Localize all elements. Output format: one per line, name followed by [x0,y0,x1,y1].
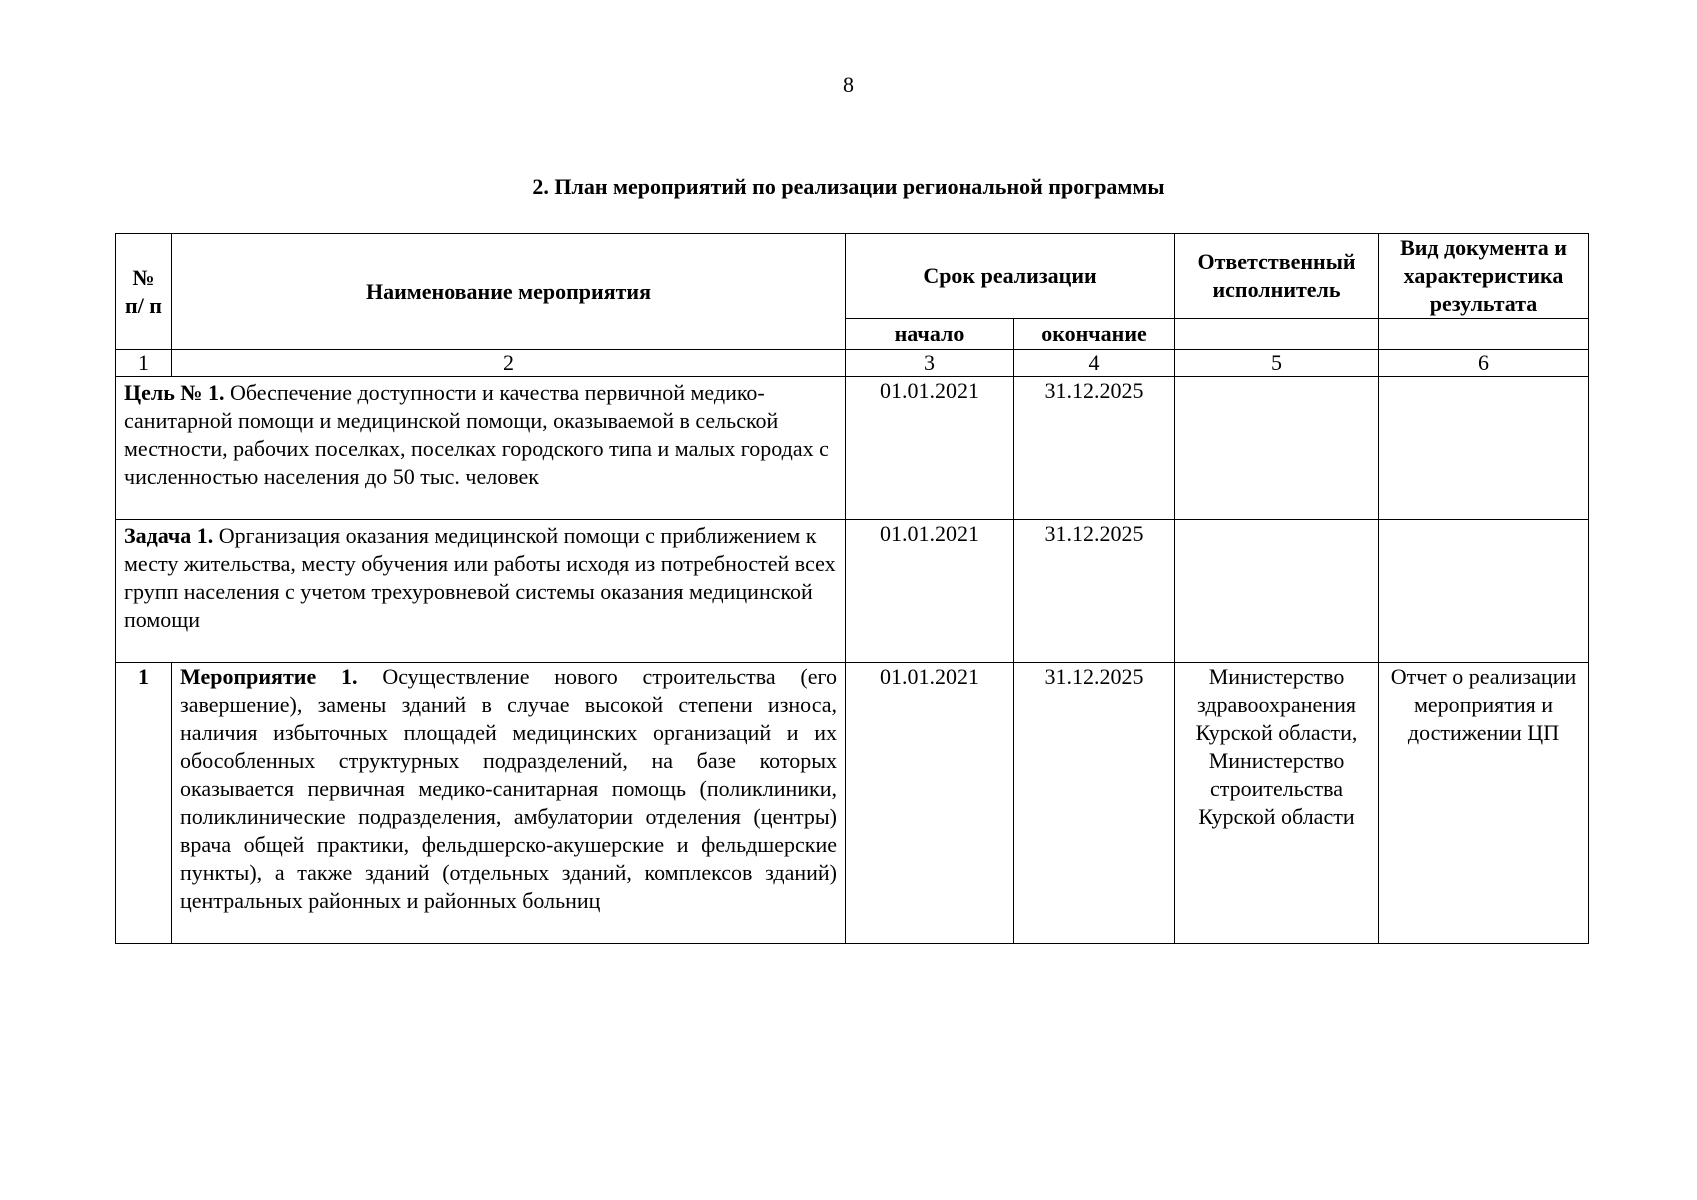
task-description [116,520,846,663]
header-period-end: окончание [1014,319,1175,350]
task-responsible [1175,520,1379,663]
header-row [116,234,1589,319]
activity-text: Осуществление нового строительства (его завершение), замены зданий в случае высокой степени износа, наличия избыточных площадей медицинских организаций и их обособленных структурных подразделений, на базе которых оказывается первичная медико-санитарная помощь (поликлиники, поликлинические подразделения, амбулатории отделения (центры) врача общей практики, фельдшерско-акушерские и фельдшерские пункты), а также зданий (отдельных зданий, комплексов зданий) центральных районных и районных больниц [180,664,837,913]
goal-description [116,377,846,520]
activity-index: 1 [116,663,172,944]
column-number: 6 [1379,350,1589,377]
activity-start-date: 01.01.2021 [846,663,1014,944]
goal-start-date: 01.01.2021 [846,377,1014,520]
task-start-date: 01.01.2021 [846,520,1014,663]
header-responsible-empty [1175,319,1379,350]
column-number: 2 [172,350,846,377]
header-num: № п/ п [116,234,172,350]
goal-result [1379,377,1589,520]
goal-responsible [1175,377,1379,520]
column-number: 1 [116,350,172,377]
header-name: Наименование мероприятия [172,234,846,350]
column-number-row [116,350,1589,377]
header-doc-type: Вид документа и характеристика результата [1379,234,1589,319]
activity-row [116,663,1589,944]
task-text: Организация оказания медицинской помощи с приближением к месту жительства, месту обучения или работы исходя из потребностей всех групп населения с учетом трехуровневой системы оказания медицинской помощи [124,523,836,632]
activity-responsible: Министерство здравоохранения Курской области, Министерство строительства Курской области [1175,663,1379,944]
activity-plan-table [115,233,1589,944]
activity-description [172,663,846,944]
task-label: Задача 1. [124,523,214,548]
page-number: 8 [843,72,854,97]
column-number: 4 [1014,350,1175,377]
task-end-date: 31.12.2025 [1014,520,1175,663]
column-number: 3 [846,350,1014,377]
activity-end-date: 31.12.2025 [1014,663,1175,944]
header-responsible: Ответственный исполнитель [1175,234,1379,319]
goal-label: Цель № 1. [124,380,225,405]
header-period: Срок реализации [846,234,1175,319]
activity-result: Отчет о реализации мероприятия и достижении ЦП [1379,663,1589,944]
task-result [1379,520,1589,663]
column-number: 5 [1175,350,1379,377]
header-period-start: начало [846,319,1014,350]
goal-text: Обеспечение доступности и качества первичной медико-санитарной помощи и медицинской помощи, оказываемой в сельской местности, рабочих поселках, поселках городского типа и малых городах с численностью населения до 50 тыс. человек [124,380,829,489]
goal-row [116,377,1589,520]
activity-label: Мероприятие 1. [180,664,358,689]
goal-end-date: 31.12.2025 [1014,377,1175,520]
page-title: 2. План мероприятий по реализации региональной программы [532,174,1165,199]
task-row [116,520,1589,663]
header-doc-type-empty [1379,319,1589,350]
